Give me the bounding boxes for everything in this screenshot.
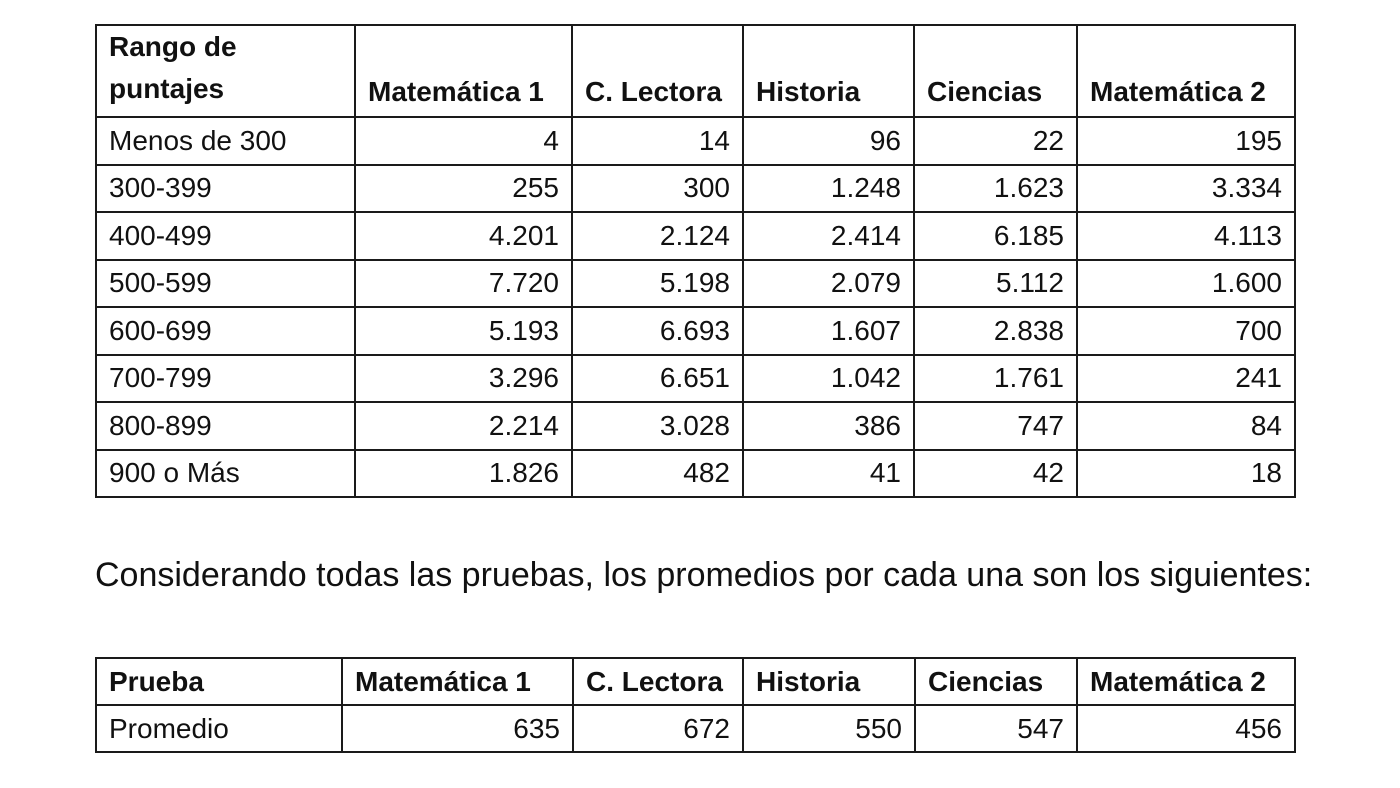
count-cell: 5.193 (355, 307, 572, 355)
count-cell: 241 (1077, 355, 1295, 403)
header-ciencias: Ciencias (915, 658, 1077, 705)
table-row (96, 355, 1295, 403)
header-matematica-2: Matemática 2 (1077, 25, 1295, 117)
header-score-range: Rango de puntajes (96, 25, 355, 117)
count-cell: 96 (743, 117, 914, 165)
range-cell: 500-599 (96, 260, 355, 308)
average-cell: 635 (342, 705, 573, 752)
count-cell: 482 (572, 450, 743, 498)
count-cell: 4.201 (355, 212, 572, 260)
range-cell: 300-399 (96, 165, 355, 213)
count-cell: 5.112 (914, 260, 1077, 308)
count-cell: 4.113 (1077, 212, 1295, 260)
count-cell: 6.185 (914, 212, 1077, 260)
count-cell: 14 (572, 117, 743, 165)
count-cell: 1.607 (743, 307, 914, 355)
table-row (96, 260, 1295, 308)
count-cell: 300 (572, 165, 743, 213)
header-c-lectora: C. Lectora (573, 658, 743, 705)
table-row (96, 307, 1295, 355)
range-cell: 700-799 (96, 355, 355, 403)
count-cell: 1.826 (355, 450, 572, 498)
count-cell: 22 (914, 117, 1077, 165)
count-cell: 3.296 (355, 355, 572, 403)
count-cell: 41 (743, 450, 914, 498)
table-row (96, 705, 1295, 752)
count-cell: 1.600 (1077, 260, 1295, 308)
averages-intro-text: Considerando todas las pruebas, los promedios por cada una son los siguientes: (95, 556, 1313, 594)
count-cell: 1.248 (743, 165, 914, 213)
average-cell: 672 (573, 705, 743, 752)
header-row (96, 25, 1295, 117)
header-historia: Historia (743, 658, 915, 705)
range-cell: Menos de 300 (96, 117, 355, 165)
count-cell: 42 (914, 450, 1077, 498)
header-c-lectora: C. Lectora (572, 25, 743, 117)
count-cell: 2.214 (355, 402, 572, 450)
count-cell: 195 (1077, 117, 1295, 165)
count-cell: 1.042 (743, 355, 914, 403)
averages-header-row (96, 658, 1295, 705)
count-cell: 386 (743, 402, 914, 450)
count-cell: 2.414 (743, 212, 914, 260)
header-historia: Historia (743, 25, 914, 117)
count-cell: 1.623 (914, 165, 1077, 213)
count-cell: 255 (355, 165, 572, 213)
average-cell: 550 (743, 705, 915, 752)
count-cell: 4 (355, 117, 572, 165)
header-matematica-2: Matemática 2 (1077, 658, 1295, 705)
table-row (96, 402, 1295, 450)
score-table-body (96, 117, 1295, 497)
range-cell: 900 o Más (96, 450, 355, 498)
count-cell: 5.198 (572, 260, 743, 308)
range-cell: 800-899 (96, 402, 355, 450)
table-row (96, 212, 1295, 260)
table-row (96, 165, 1295, 213)
count-cell: 84 (1077, 402, 1295, 450)
count-cell: 2.838 (914, 307, 1077, 355)
count-cell: 1.761 (914, 355, 1077, 403)
count-cell: 747 (914, 402, 1077, 450)
average-cell: 547 (915, 705, 1077, 752)
header-ciencias: Ciencias (914, 25, 1077, 117)
count-cell: 6.693 (572, 307, 743, 355)
score-table-header (96, 25, 1295, 117)
count-cell: 3.028 (572, 402, 743, 450)
average-cell: 456 (1077, 705, 1295, 752)
count-cell: 18 (1077, 450, 1295, 498)
header-matematica-1: Matemática 1 (355, 25, 572, 117)
header-prueba: Prueba (96, 658, 342, 705)
count-cell: 6.651 (572, 355, 743, 403)
table-row (96, 450, 1295, 498)
averages-table (95, 657, 1296, 753)
header-matematica-1: Matemática 1 (342, 658, 573, 705)
count-cell: 7.720 (355, 260, 572, 308)
score-distribution-table (95, 24, 1296, 498)
count-cell: 3.334 (1077, 165, 1295, 213)
range-cell: 400-499 (96, 212, 355, 260)
range-cell: 600-699 (96, 307, 355, 355)
count-cell: 700 (1077, 307, 1295, 355)
average-label-cell: Promedio (96, 705, 342, 752)
count-cell: 2.079 (743, 260, 914, 308)
count-cell: 2.124 (572, 212, 743, 260)
table-row (96, 117, 1295, 165)
